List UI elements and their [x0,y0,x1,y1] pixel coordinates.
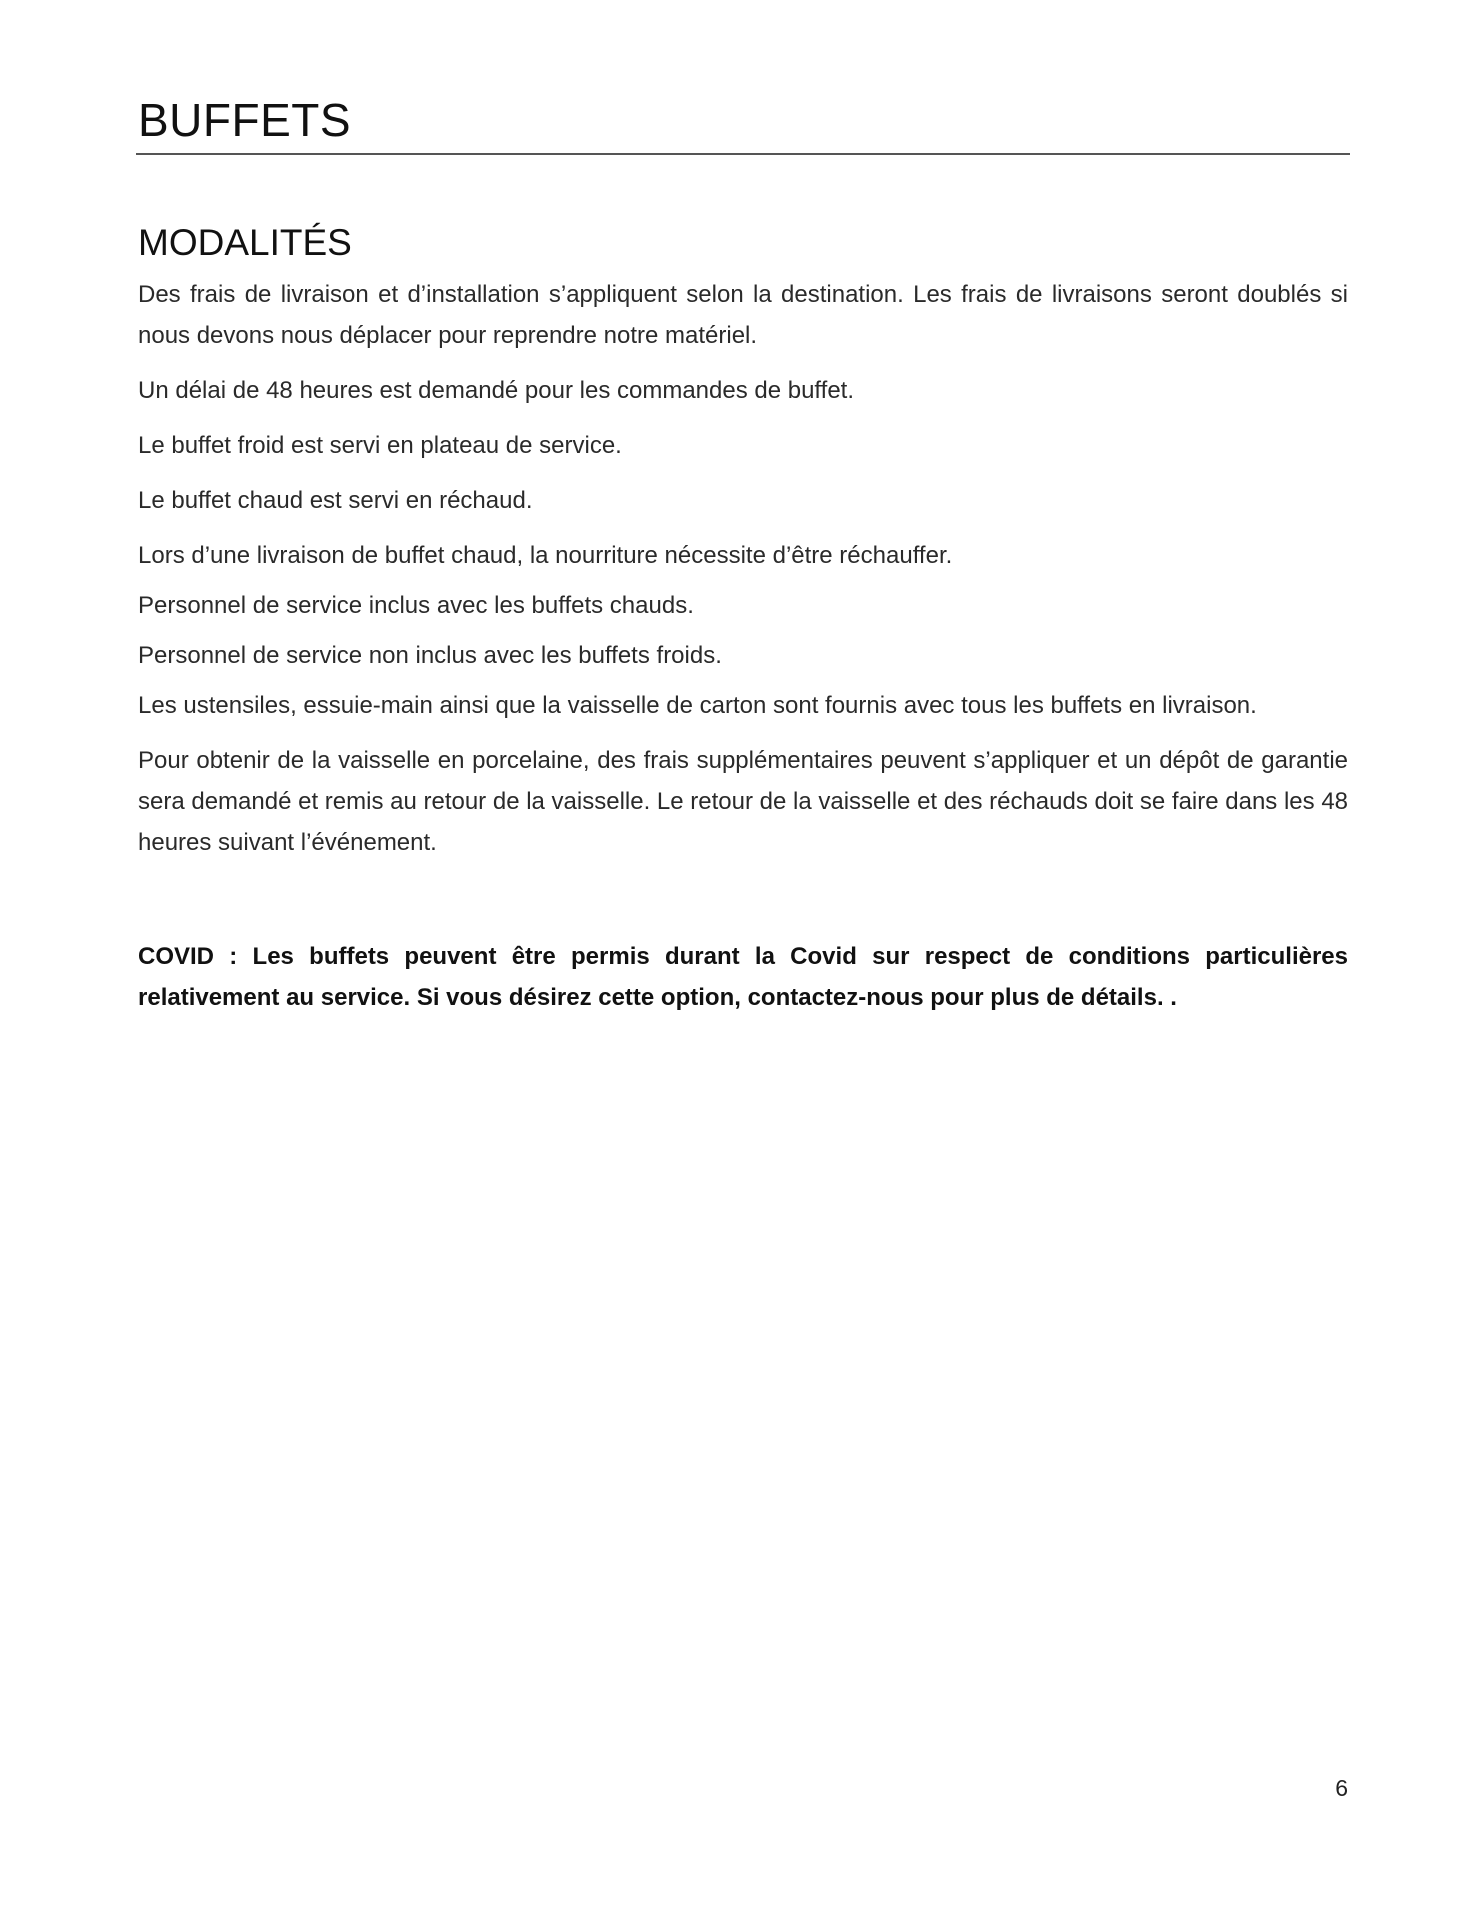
section-heading: MODALITÉS [138,222,352,263]
paragraph-cold-buffet: Le buffet froid est servi en plateau de service. [138,432,622,459]
paragraph-delivery-fees: Des frais de livraison et d’installation s’appliquent selon la destination. Les frais de livraisons seront doublés si nous devons nous déplacer pour reprendre notre matériel. [138,281,1348,349]
covid-notice: COVID : Les buffets peuvent être permis durant la Covid sur respect de conditions particulières relativement au service. Si vous désirez cette option, contactez-nous pour plus de détails. . [138,943,1348,1011]
paragraph-hot-buffet: Le buffet chaud est servi en réchaud. [138,487,533,514]
paragraph-order-delay: Un délai de 48 heures est demandé pour les commandes de buffet. [138,377,855,404]
page-title: BUFFETS [138,94,352,146]
title-divider [136,153,1350,155]
paragraph-utensils: Les ustensiles, essuie-main ainsi que la vaisselle de carton sont fournis avec tous les buffets en livraison. [138,692,1257,719]
paragraph-staff-hot: Personnel de service inclus avec les buffets chauds. [138,592,694,619]
paragraph-reheat: Lors d’une livraison de buffet chaud, la nourriture nécessite d’être réchauffer. [138,542,953,569]
paragraph-staff-cold: Personnel de service non inclus avec les buffets froids. [138,642,722,669]
section-body [138,274,1348,877]
page-number: 6 [1335,1775,1348,1801]
document-page [136,0,1350,1920]
paragraph-porcelain: Pour obtenir de la vaisselle en porcelaine, des frais supplémentaires peuvent s’appliquer et un dépôt de garantie sera demandé et remis au retour de la vaisselle. Le retour de la vaisselle et des réchauds doit se faire dans les 48 heures suivant l’événement. [138,747,1349,856]
